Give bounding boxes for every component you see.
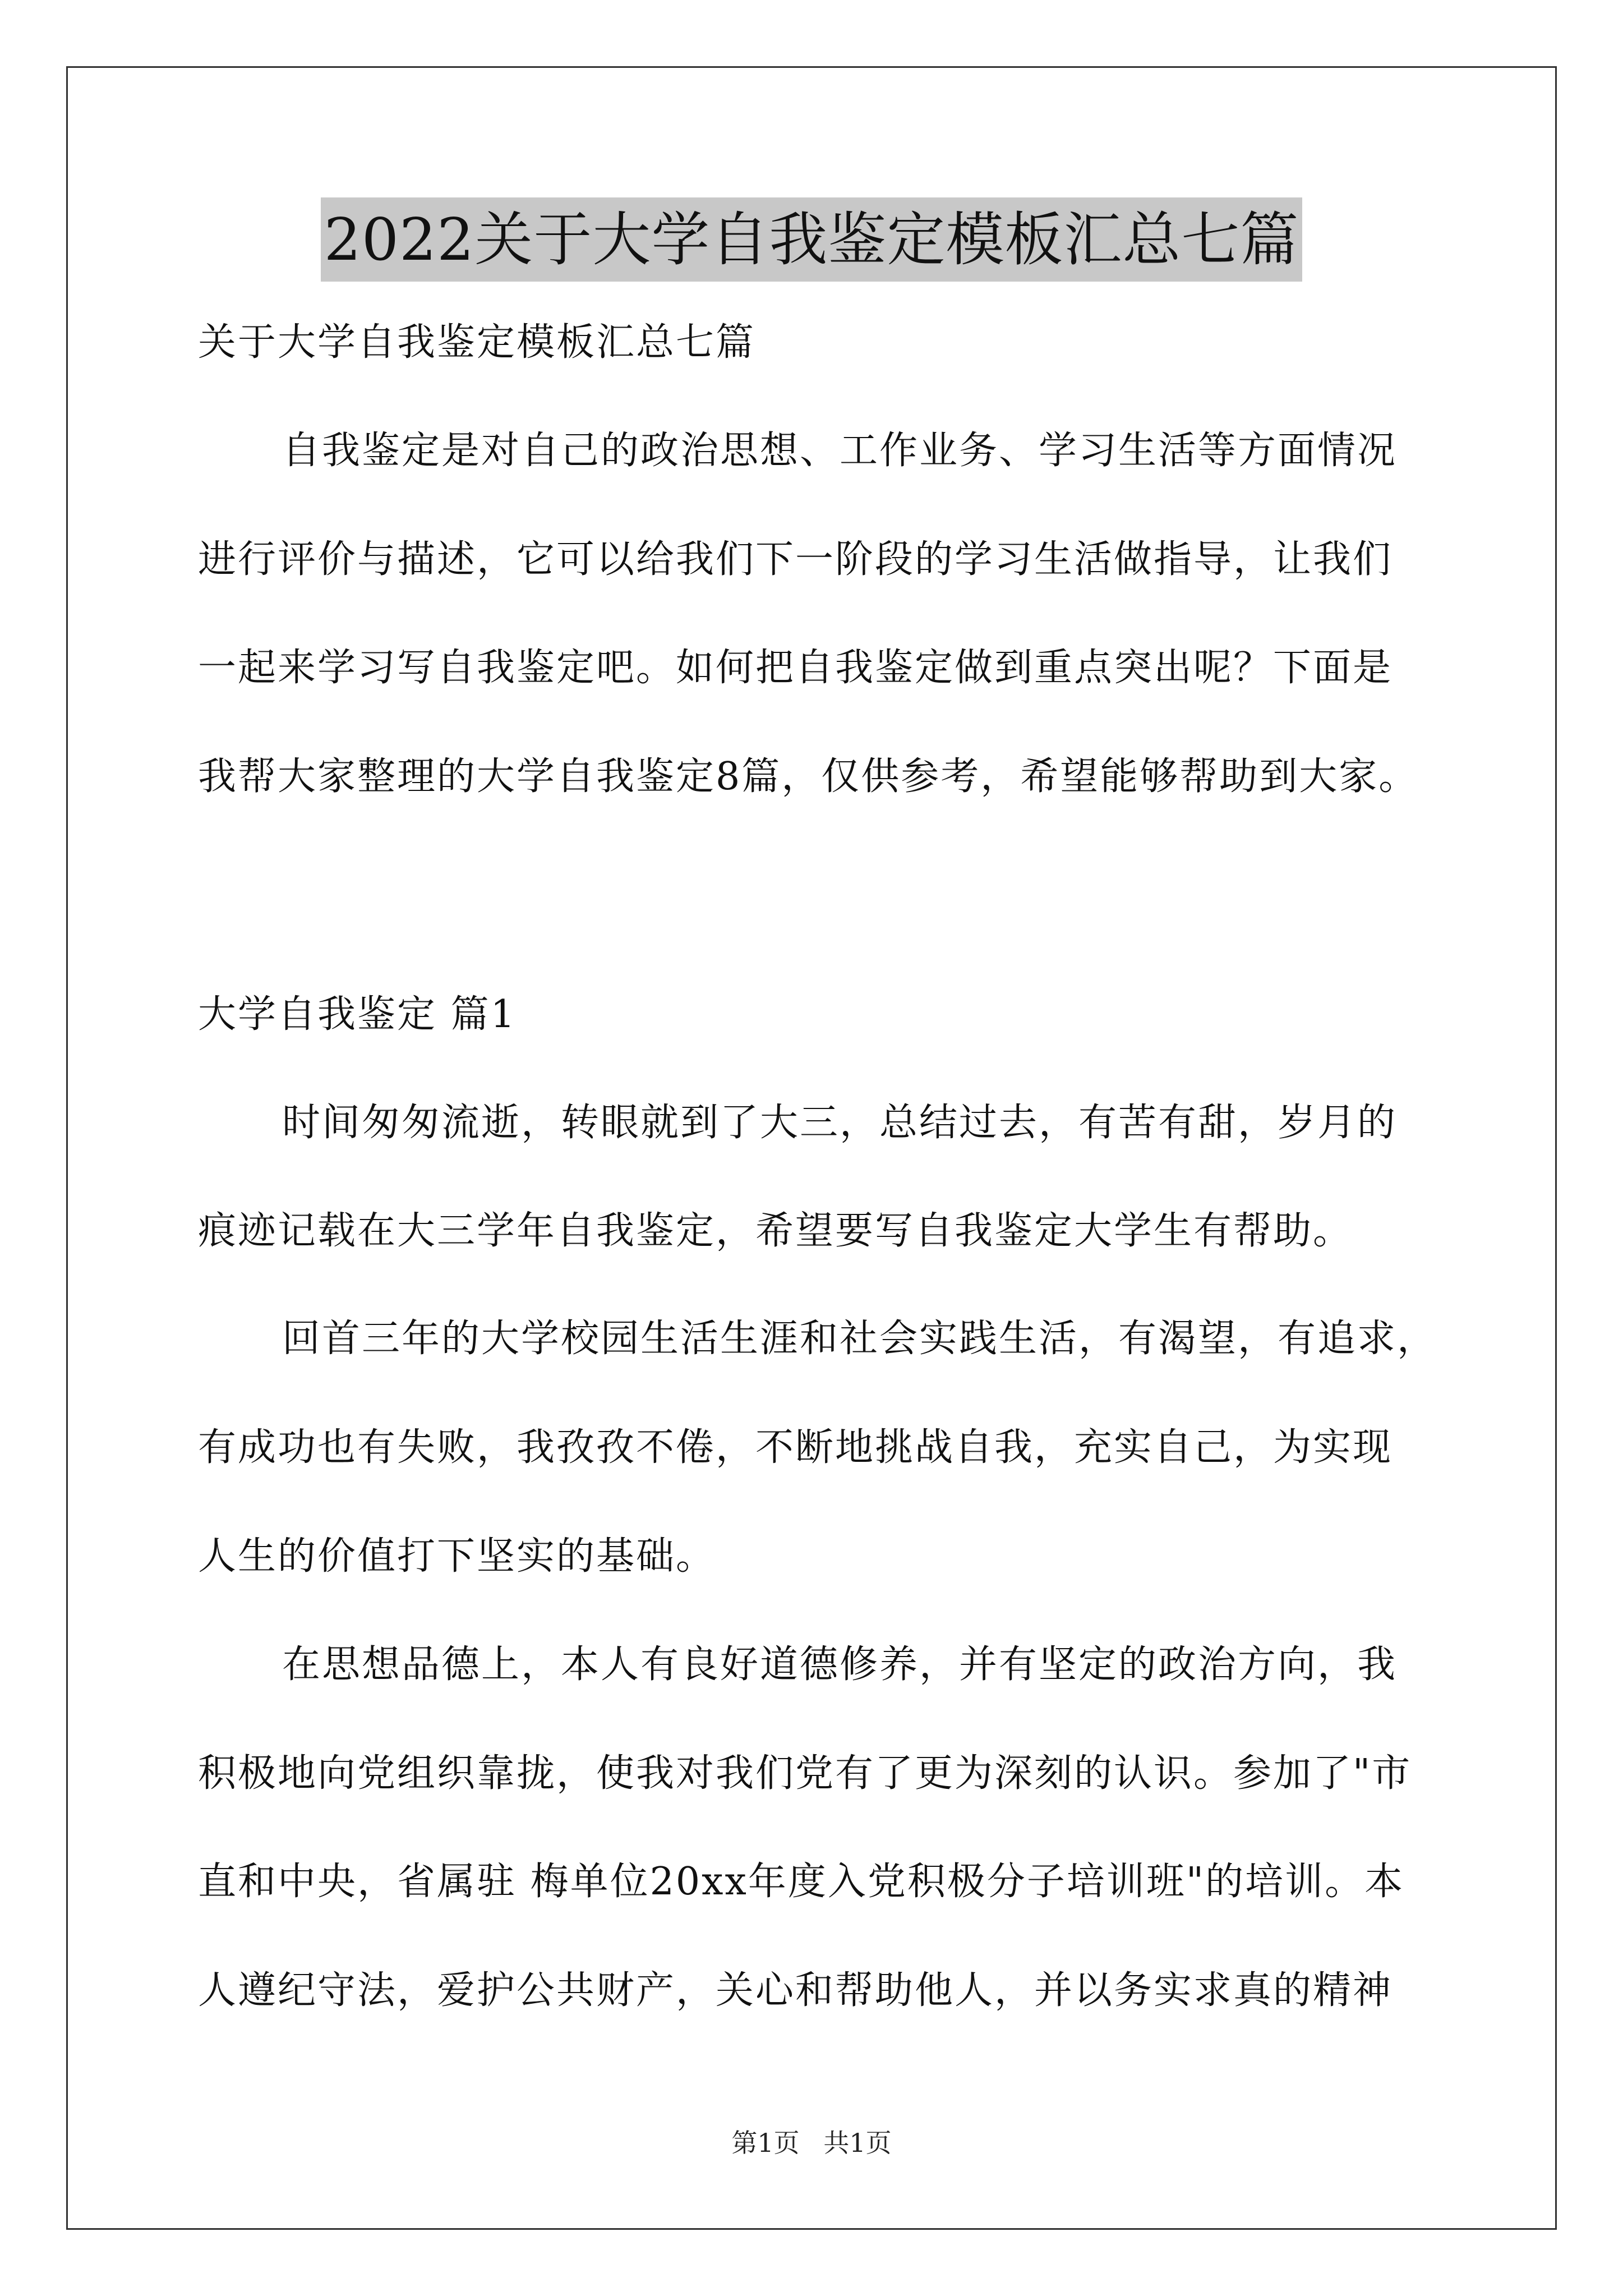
- title-container: [0, 197, 1623, 282]
- subtitle: 关于大学自我鉴定模板汇总七篇: [198, 320, 756, 365]
- paragraph-line: 人遵纪守法，爱护公共财产，关心和帮助他人，并以务实求真的精神: [198, 1968, 1393, 2013]
- paragraph-line: 我帮大家整理的大学自我鉴定8篇，仅供参考，希望能够帮助到大家。: [198, 754, 1419, 799]
- paragraph-line: 时间匆匆流逝，转眼就到了大三，总结过去，有苦有甜，岁月的: [282, 1101, 1398, 1145]
- paragraph-line: 一起来学习写自我鉴定吧。如何把自我鉴定做到重点突出呢？下面是: [198, 646, 1393, 690]
- paragraph-line: 自我鉴定是对自己的政治思想、工作业务、学习生活等方面情况: [282, 429, 1398, 473]
- page-footer: [0, 2126, 1623, 2160]
- paragraph-line: 在思想品德上，本人有良好道德修养，并有坚定的政治方向，我: [282, 1642, 1398, 1687]
- document-title: 2022关于大学自我鉴定模板汇总七篇: [321, 197, 1303, 282]
- page-total: 共1页: [823, 2128, 892, 2158]
- paragraph-line: 回首三年的大学校园生活生涯和社会实践生活，有渴望，有追求，: [282, 1317, 1437, 1361]
- paragraph-line: 痕迹记载在大三学年自我鉴定，希望要写自我鉴定大学生有帮助。: [198, 1209, 1353, 1253]
- page-number: 第1页: [731, 2128, 800, 2158]
- paragraph-line: 积极地向党组织靠拢，使我对我们党有了更为深刻的认识。参加了"市: [198, 1751, 1412, 1796]
- paragraph-line: 人生的价值打下坚实的基础。: [198, 1534, 716, 1579]
- paragraph-line: 有成功也有失败，我孜孜不倦，不断地挑战自我，充实自己，为实现: [198, 1425, 1393, 1470]
- section-heading: 大学自我鉴定 篇1: [198, 992, 517, 1037]
- paragraph-line: 进行评价与描述，它可以给我们下一阶段的学习生活做指导，让我们: [198, 537, 1393, 582]
- paragraph-line: 直和中央，省属驻 梅单位20xx年度入党积极分子培训班"的培训。本: [198, 1860, 1405, 1904]
